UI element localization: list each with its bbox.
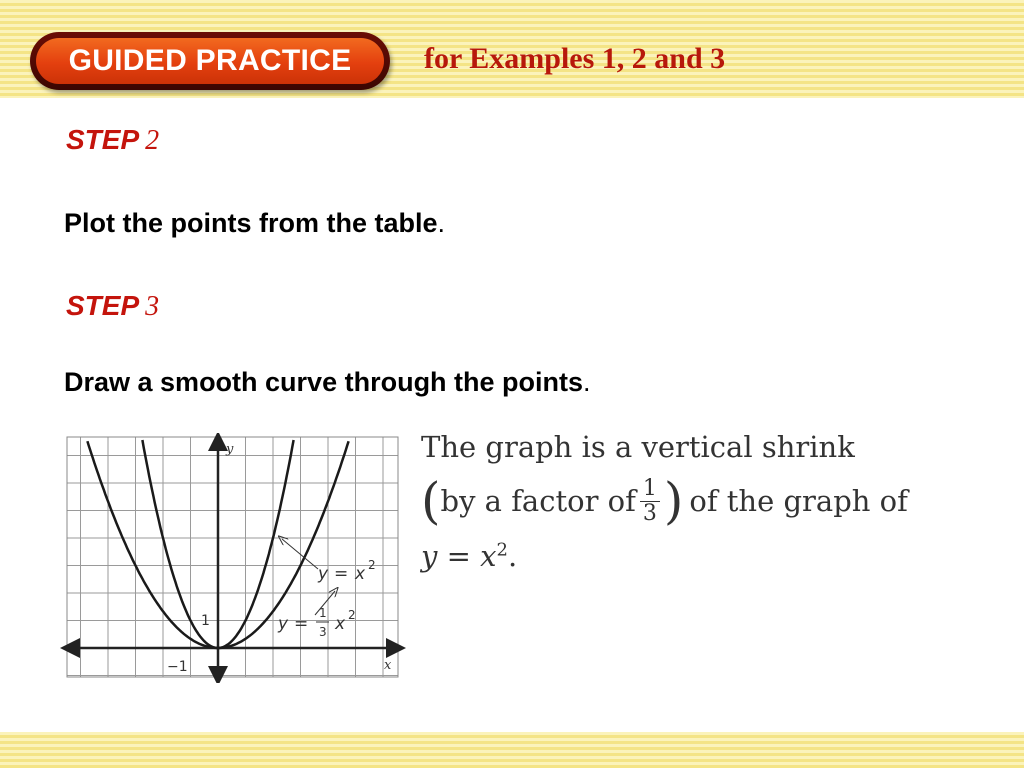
svg-text:y: y (318, 564, 329, 584)
x-axis-label: x (384, 658, 392, 673)
svg-text:x: x (355, 564, 366, 584)
step-word: STEP (66, 124, 140, 155)
step-2-heading (66, 124, 159, 157)
guided-practice-label: GUIDED PRACTICE (68, 44, 352, 77)
svg-text:=: = (294, 614, 309, 634)
factor-fraction (640, 477, 660, 526)
fraction-numerator: 1 (640, 477, 660, 502)
svg-text:2: 2 (348, 608, 356, 622)
svg-text:1: 1 (319, 606, 327, 620)
label-y-equals-third-x-squared (277, 606, 356, 639)
instruction-punct: . (583, 367, 591, 397)
explanation-line-2 (421, 472, 908, 530)
explanation-line-1: The graph is a vertical shrink (421, 430, 855, 464)
svg-text:y: y (278, 614, 289, 634)
equation-end: . (507, 539, 518, 573)
graph-svg (60, 433, 406, 683)
equation-exponent: 2 (496, 539, 508, 561)
equation-var: y (421, 539, 438, 573)
guided-practice-badge (30, 32, 390, 90)
step-3-instruction (64, 367, 591, 398)
step-number: 3 (145, 291, 160, 322)
svg-text:x: x (335, 614, 346, 634)
right-paren: ) (663, 472, 684, 530)
parabola-graph (60, 433, 406, 683)
equation-eq: = (446, 539, 471, 573)
factor-suffix: of the graph of (689, 484, 908, 518)
instruction-text: Plot the points from the table (64, 208, 438, 238)
step-word: STEP (66, 290, 140, 321)
svg-text:3: 3 (319, 625, 327, 639)
svg-text:=: = (334, 564, 349, 584)
step-2-instruction (64, 208, 445, 239)
explanation-line-3 (421, 539, 517, 573)
examples-subtitle: for Examples 1, 2 and 3 (424, 42, 726, 75)
equation-rhs: x (480, 539, 497, 573)
x-tick-label: −1 (167, 659, 188, 675)
y-axis-label: y (226, 442, 234, 457)
label-y-equals-x-squared (317, 558, 376, 584)
instruction-punct: . (437, 208, 446, 238)
fraction-denominator: 3 (642, 500, 657, 526)
factor-prefix: by a factor of (440, 484, 636, 518)
left-paren: ( (421, 472, 441, 530)
footer-band (0, 732, 1024, 768)
y-tick-label: 1 (201, 613, 210, 629)
instruction-text: Draw a smooth curve through the points (64, 367, 584, 397)
step-3-heading (66, 290, 159, 323)
step-number: 2 (145, 125, 160, 156)
svg-text:2: 2 (368, 558, 376, 572)
